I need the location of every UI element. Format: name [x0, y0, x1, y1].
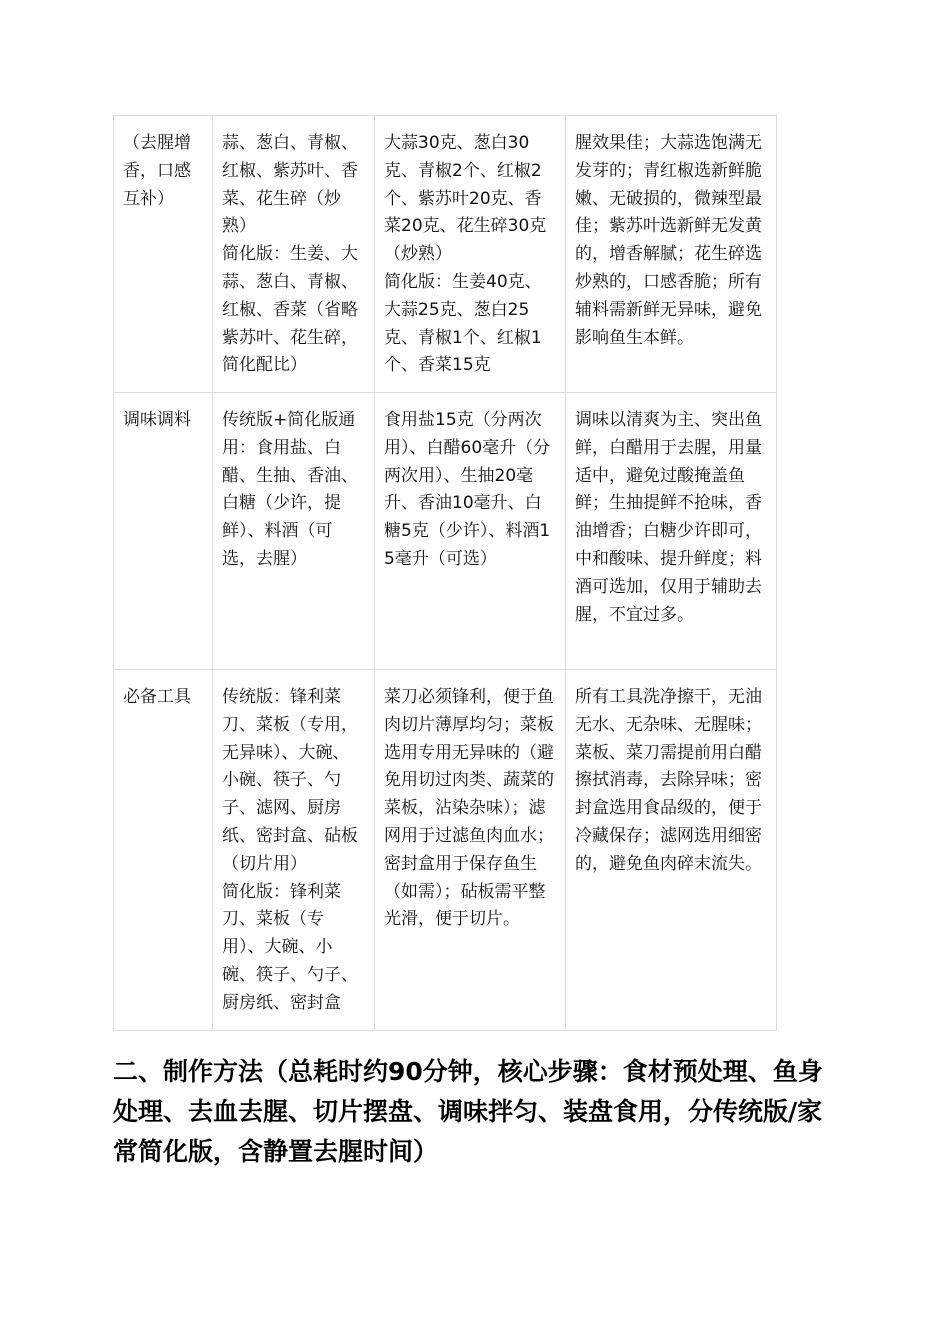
table-row: [114, 670, 777, 1031]
items-cell: 传统版：锋利菜刀、菜板（专用，无异味）、大碗、小碗、筷子、勺子、滤网、厨房纸、密封盒、砧板（切片用） 简化版：锋利菜刀、菜板（专用）、大碗、小碗、筷子、勺子、厨房纸、密封盒: [213, 670, 375, 1031]
table-row: [114, 393, 777, 670]
items-cell: 传统版+简化版通用：食用盐、白醋、生抽、香油、白糖（少许，提鲜）、料酒（可选，去腥）: [213, 393, 375, 670]
category-cell: 调味调料: [114, 393, 213, 670]
notes-cell: 调味以清爽为主、突出鱼鲜，白醋用于去腥，用量适中，避免过酸掩盖鱼鲜；生抽提鲜不抢味，香油增香；白糖少许即可，中和酸味、提升鲜度；料酒可选加，仅用于辅助去腥，不宜过多。: [566, 393, 777, 670]
category-cell: 必备工具: [114, 670, 213, 1031]
table-row: [114, 116, 777, 393]
category-cell: （去腥增香，口感互补）: [114, 116, 213, 393]
section-heading: 二、制作方法（总耗时约90分钟，核心步骤：食材预处理、鱼身处理、去血去腥、切片摆盘、调味拌匀、装盘食用，分传统版/家常简化版，含静置去腥时间）: [113, 1057, 823, 1166]
amounts-cell: 食用盐15克（分两次用）、白醋60毫升（分两次用）、生抽20毫升、香油10毫升、白糖5克（少许）、料酒15毫升（可选）: [375, 393, 566, 670]
items-cell: 蒜、葱白、青椒、红椒、紫苏叶、香菜、花生碎（炒熟） 简化版：生姜、大蒜、葱白、青椒、红椒、香菜（省略紫苏叶、花生碎，简化配比）: [213, 116, 375, 393]
ingredient-table: [113, 115, 777, 1031]
amounts-cell: 菜刀必须锋利，便于鱼肉切片薄厚均匀；菜板选用专用无异味的（避免用切过肉类、蔬菜的菜板，沾染杂味）；滤网用于过滤鱼肉血水；密封盒用于保存鱼生（如需）；砧板需平整光滑，便于切片。: [375, 670, 566, 1031]
notes-cell: 腥效果佳；大蒜选饱满无发芽的；青红椒选新鲜脆嫩、无破损的，微辣型最佳；紫苏叶选新鲜无发黄的，增香解腻；花生碎选炒熟的，口感香脆；所有辅料需新鲜无异味，避免影响鱼生本鲜。: [566, 116, 777, 393]
amounts-cell: 大蒜30克、葱白30克、青椒2个、红椒2个、紫苏叶20克、香菜20克、花生碎30克（炒熟） 简化版：生姜40克、大蒜25克、葱白25克、青椒1个、红椒1个、香菜15克: [375, 116, 566, 393]
notes-cell: 所有工具洗净擦干，无油无水、无杂味、无腥味；菜板、菜刀需提前用白醋擦拭消毒，去除异味；密封盒选用食品级的，便于冷藏保存；滤网选用细密的，避免鱼肉碎末流失。: [566, 670, 777, 1031]
